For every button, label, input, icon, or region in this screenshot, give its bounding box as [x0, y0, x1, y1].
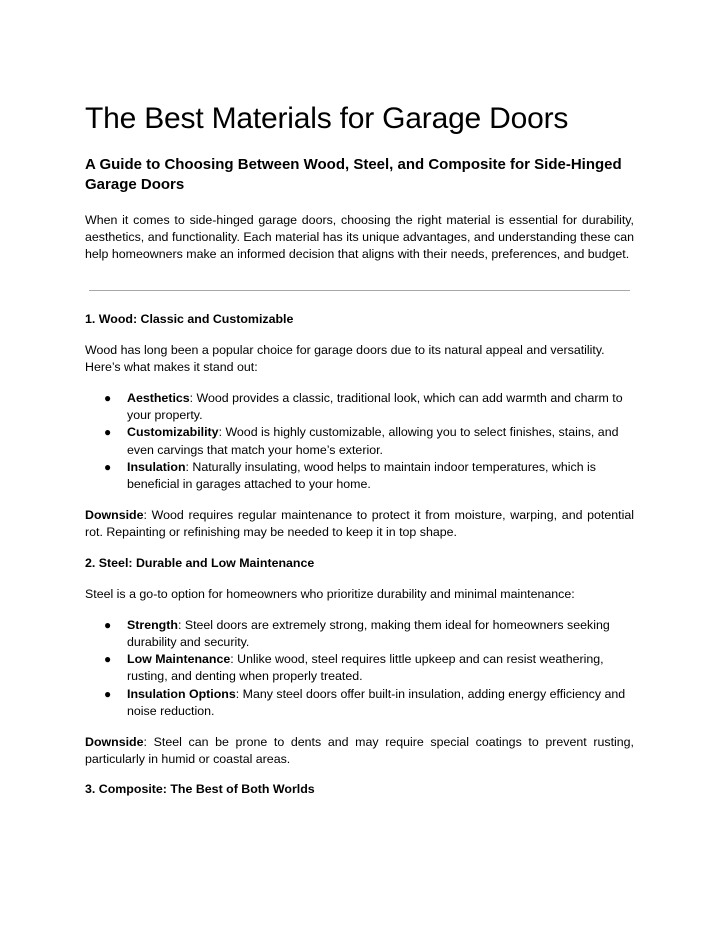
downside-text: : Wood requires regular maintenance to protect it from moisture, warping, and potential rot. Repainting or refinishing may be needed to keep it in top shape.	[85, 508, 634, 540]
downside-paragraph-steel	[85, 734, 634, 768]
list-item-term: Strength	[127, 617, 178, 632]
list-item-text: : Steel doors are extremely strong, making them ideal for homeowners seeking durability and security.	[127, 617, 610, 650]
bullet-icon: ●	[104, 391, 112, 406]
bullet-icon: ●	[104, 459, 112, 474]
bullet-icon: ●	[104, 617, 112, 632]
list-item	[85, 424, 634, 458]
list-item	[85, 651, 634, 685]
section-heading-wood: 1. Wood: Classic and Customizable	[85, 311, 294, 326]
horizontal-divider	[89, 290, 630, 291]
bullet-list-wood	[85, 390, 634, 493]
list-item-text: : Unlike wood, steel requires little upkeep and can resist weathering, rusting, and denting when properly treated.	[127, 652, 604, 684]
list-item-text: : Wood is highly customizable, allowing you to select finishes, stains, and even carvings that match your home’s exterior.	[127, 425, 619, 457]
list-item	[85, 390, 634, 424]
section-intro-wood: Wood has long been a popular choice for garage doors due to its natural appeal and versatility. Here’s what makes it stand out:	[85, 342, 605, 374]
list-item-term: Aesthetics	[127, 391, 190, 406]
list-item-term: Low Maintenance	[127, 652, 231, 667]
list-item-text: : Naturally insulating, wood helps to maintain indoor temperatures, which is beneficial in garages attached to your home.	[127, 459, 596, 492]
downside-paragraph-wood	[85, 507, 634, 541]
list-item	[85, 617, 634, 651]
list-item-text: : Many steel doors offer built-in insulation, adding energy efficiency and noise reduction.	[127, 686, 626, 718]
list-item-term: Insulation Options	[127, 686, 236, 701]
intro-paragraph: When it comes to side-hinged garage doors, choosing the right material is essential for durability, aesthetics, and functionality. Each material has its unique advantages, and understanding these can help homeowners make an informed decision that aligns with their needs, preferences, and budget.	[85, 213, 634, 262]
bullet-icon: ●	[104, 425, 112, 440]
list-item-term: Insulation	[127, 459, 186, 474]
section-intro-steel: Steel is a go-to option for homeowners who prioritize durability and minimal maintenance:	[85, 586, 575, 601]
list-item	[85, 686, 634, 720]
bullet-icon: ●	[104, 652, 112, 667]
list-item-text: : Wood provides a classic, traditional look, which can add warmth and charm to your property.	[127, 391, 623, 423]
downside-label: Downside	[85, 735, 144, 750]
document-subtitle: A Guide to Choosing Between Wood, Steel, and Composite for Side-Hinged Garage Doors	[85, 156, 622, 193]
section-heading-composite: 3. Composite: The Best of Both Worlds	[85, 782, 315, 797]
list-item	[85, 459, 634, 493]
list-item-term: Customizability	[127, 425, 219, 440]
section-heading-steel: 2. Steel: Durable and Low Maintenance	[85, 555, 315, 570]
downside-label: Downside	[85, 508, 144, 523]
downside-text: : Steel can be prone to dents and may require special coatings to prevent rusting, particularly in humid or coastal areas.	[85, 735, 634, 767]
document-title: The Best Materials for Garage Doors	[85, 102, 569, 135]
bullet-icon: ●	[104, 686, 112, 701]
bullet-list-steel	[85, 617, 634, 720]
